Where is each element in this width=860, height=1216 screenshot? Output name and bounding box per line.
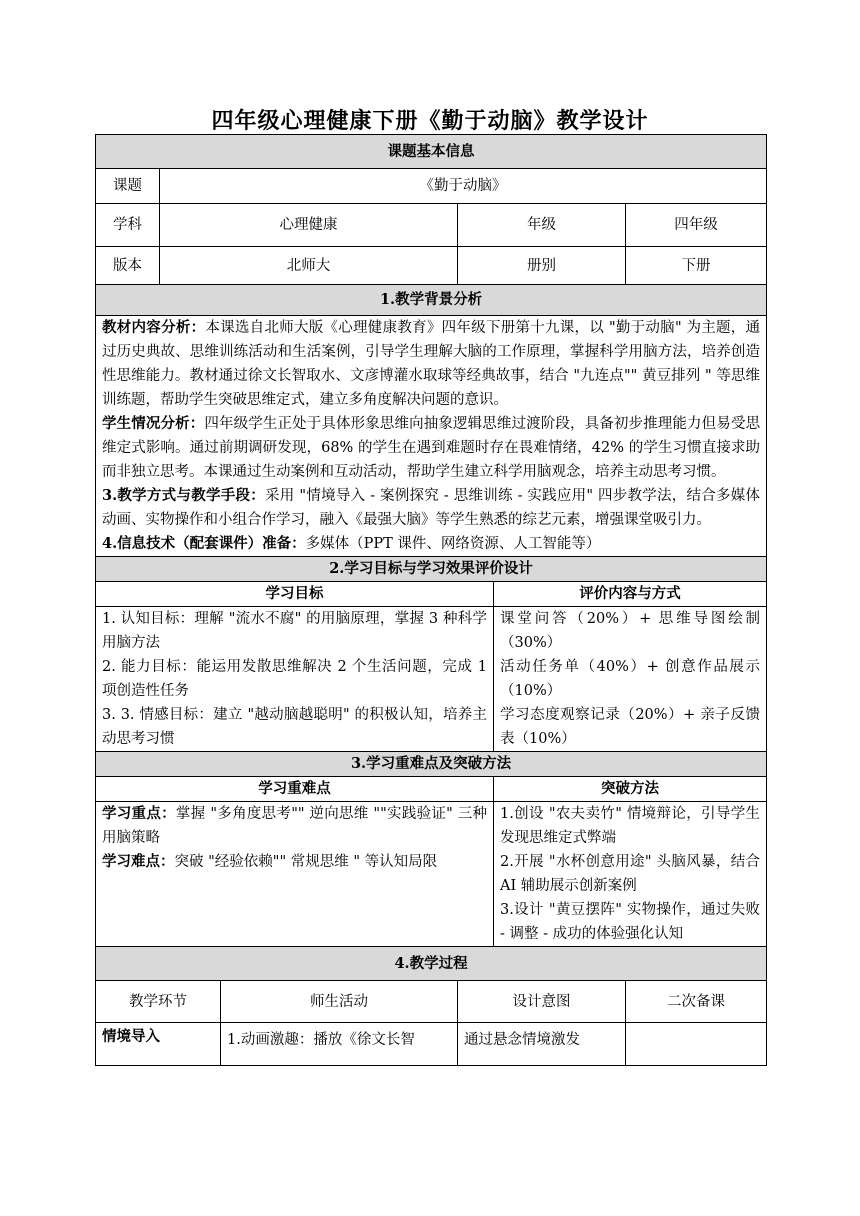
section2-header: 2.学习目标与学习效果评价设计 <box>96 557 767 582</box>
process-stage: 情境导入 <box>96 1023 221 1066</box>
eval-col-header: 评价内容与方式 <box>494 582 767 607</box>
section3-content-row <box>96 802 767 947</box>
process-row <box>96 1023 767 1066</box>
section3-header: 3.学习重难点及突破方法 <box>96 752 767 777</box>
method-item: 1.创设 "农夫卖竹" 情境辩论，引导学生发现思维定式弊端 <box>500 806 761 846</box>
basic-info-row-edition <box>96 247 767 285</box>
teaching-methods <box>102 484 760 532</box>
teaching-methods-label: 3.教学方式与教学手段： <box>102 487 266 504</box>
process-notes <box>626 1023 767 1066</box>
difficult-point <box>102 850 487 874</box>
basic-info-header-row <box>96 135 767 169</box>
topic-value: 《勤于动脑》 <box>160 169 767 204</box>
topic-label: 课题 <box>96 169 160 204</box>
goal-item: 3. 3. 情感目标：建立 "越动脑越聪明" 的积极认知，培养主动思考习惯 <box>102 707 487 747</box>
textbook-analysis-label: 教材内容分析： <box>102 319 206 336</box>
section2-content-row <box>96 607 767 752</box>
process-activity: 1.动画激趣：播放《徐文长智 <box>221 1023 458 1066</box>
process-col-intent: 设计意图 <box>458 981 626 1023</box>
volume-label: 册别 <box>458 247 626 285</box>
document-title: 四年级心理健康下册《勤于动脑》教学设计 <box>211 109 649 134</box>
student-analysis-text: 四年级学生正处于具体形象思维向抽象逻辑思维过渡阶段，具备初步推理能力但易受思维定式影响。通过前期调研发现，68% 的学生在遇到难题时存在畏难情绪，42% 的学生习惯直接求助而非独立思考。本课通过生动案例和互动活动，帮助学生建立科学用脑观念，培养主动思考习惯。 <box>102 416 761 480</box>
edition-label: 版本 <box>96 247 160 285</box>
eval-item: 活动任务单（40%）+ 创意作品展示（10%） <box>500 659 761 699</box>
section4-header-row <box>96 947 767 981</box>
evaluation-methods <box>494 607 767 752</box>
goals-col-header: 学习目标 <box>96 582 494 607</box>
process-col-activity: 师生活动 <box>221 981 458 1023</box>
method-item: 3.设计 "黄豆摆阵" 实物操作，通过失败 - 调整 - 成功的体验强化认知 <box>500 902 761 942</box>
edition-value: 北师大 <box>160 247 458 285</box>
methods-col-header: 突破方法 <box>494 777 767 802</box>
method-item: 2.开展 "水杯创意用途" 头脑风暴，结合 AI 辅助展示创新案例 <box>500 854 761 894</box>
basic-info-row-topic <box>96 169 767 204</box>
process-header-row <box>96 981 767 1023</box>
subject-value: 心理健康 <box>160 204 458 247</box>
it-preparation-text: 多媒体（PPT 课件、网络资源、人工智能等） <box>305 536 601 552</box>
section2-subheader-row <box>96 582 767 607</box>
goal-item: 1. 认知目标：理解 "流水不腐" 的用脑原理，掌握 3 种科学用脑方法 <box>102 611 487 651</box>
key-difficult-points <box>96 802 494 947</box>
key-point-text: 掌握 "多角度思考"" 逆向思维 ""实践验证" 三种用脑策略 <box>102 806 488 846</box>
section3-header-row <box>96 752 767 777</box>
lesson-plan-table <box>95 134 767 1066</box>
it-preparation-label: 4.信息技术（配套课件）准备： <box>102 535 306 552</box>
difficult-point-label: 学习难点： <box>102 853 175 870</box>
section4-header: 4.教学过程 <box>96 947 767 981</box>
subject-label: 学科 <box>96 204 160 247</box>
key-point-label: 学习重点： <box>102 805 176 822</box>
key-point <box>102 802 487 850</box>
difficult-point-text: 突破 "经验依赖"" 常规思维 " 等认知局限 <box>174 854 438 870</box>
section2-header-row <box>96 557 767 582</box>
basic-info-row-subject <box>96 204 767 247</box>
keypoints-col-header: 学习重难点 <box>96 777 494 802</box>
basic-info-header: 课题基本信息 <box>96 135 767 169</box>
process-col-notes: 二次备课 <box>626 981 767 1023</box>
textbook-analysis <box>102 316 760 412</box>
process-intent: 通过悬念情境激发 <box>458 1023 626 1066</box>
volume-value: 下册 <box>626 247 767 285</box>
process-col-stage: 教学环节 <box>96 981 221 1023</box>
student-analysis <box>102 412 760 484</box>
it-preparation <box>102 532 760 556</box>
textbook-analysis-text: 本课选自北师大版《心理健康教育》四年级下册第十九课，以 "勤于动脑" 为主题，通过历史典故、思维训练活动和生活案例，引导学生理解大脑的工作原理，掌握科学用脑方法，培养创造性思维能力。教材通过徐文长智取水、文彦博灌水取球等经典故事，结合 "九连点"" 黄豆排列 " 等思维训练题，帮助学生突破思维定式，建立多角度解决问题的意识。 <box>102 320 761 408</box>
learning-goals <box>96 607 494 752</box>
goal-item: 2. 能力目标：能运用发散思维解决 2 个生活问题，完成 1 项创造性任务 <box>102 659 487 699</box>
eval-item: 学习态度观察记录（20%）+ 亲子反馈表（10%） <box>500 707 761 747</box>
student-analysis-label: 学生情况分析： <box>102 415 205 432</box>
eval-item: 课堂问答（20%）+ 思维导图绘制（30%） <box>500 611 761 651</box>
section1-header: 1.教学背景分析 <box>96 285 767 316</box>
breakthrough-methods <box>494 802 767 947</box>
section1-header-row <box>96 285 767 316</box>
teaching-methods-text: 采用 "情境导入 - 案例探究 - 思维训练 - 实践应用" 四步教学法，结合多媒体动画、实物操作和小组合作学习，融入《最强大脑》等学生熟悉的综艺元素，增强课堂吸引力。 <box>102 488 761 528</box>
grade-value: 四年级 <box>626 204 767 247</box>
background-analysis <box>96 316 767 557</box>
section3-subheader-row <box>96 777 767 802</box>
grade-label: 年级 <box>458 204 626 247</box>
section1-content-row <box>96 316 767 557</box>
